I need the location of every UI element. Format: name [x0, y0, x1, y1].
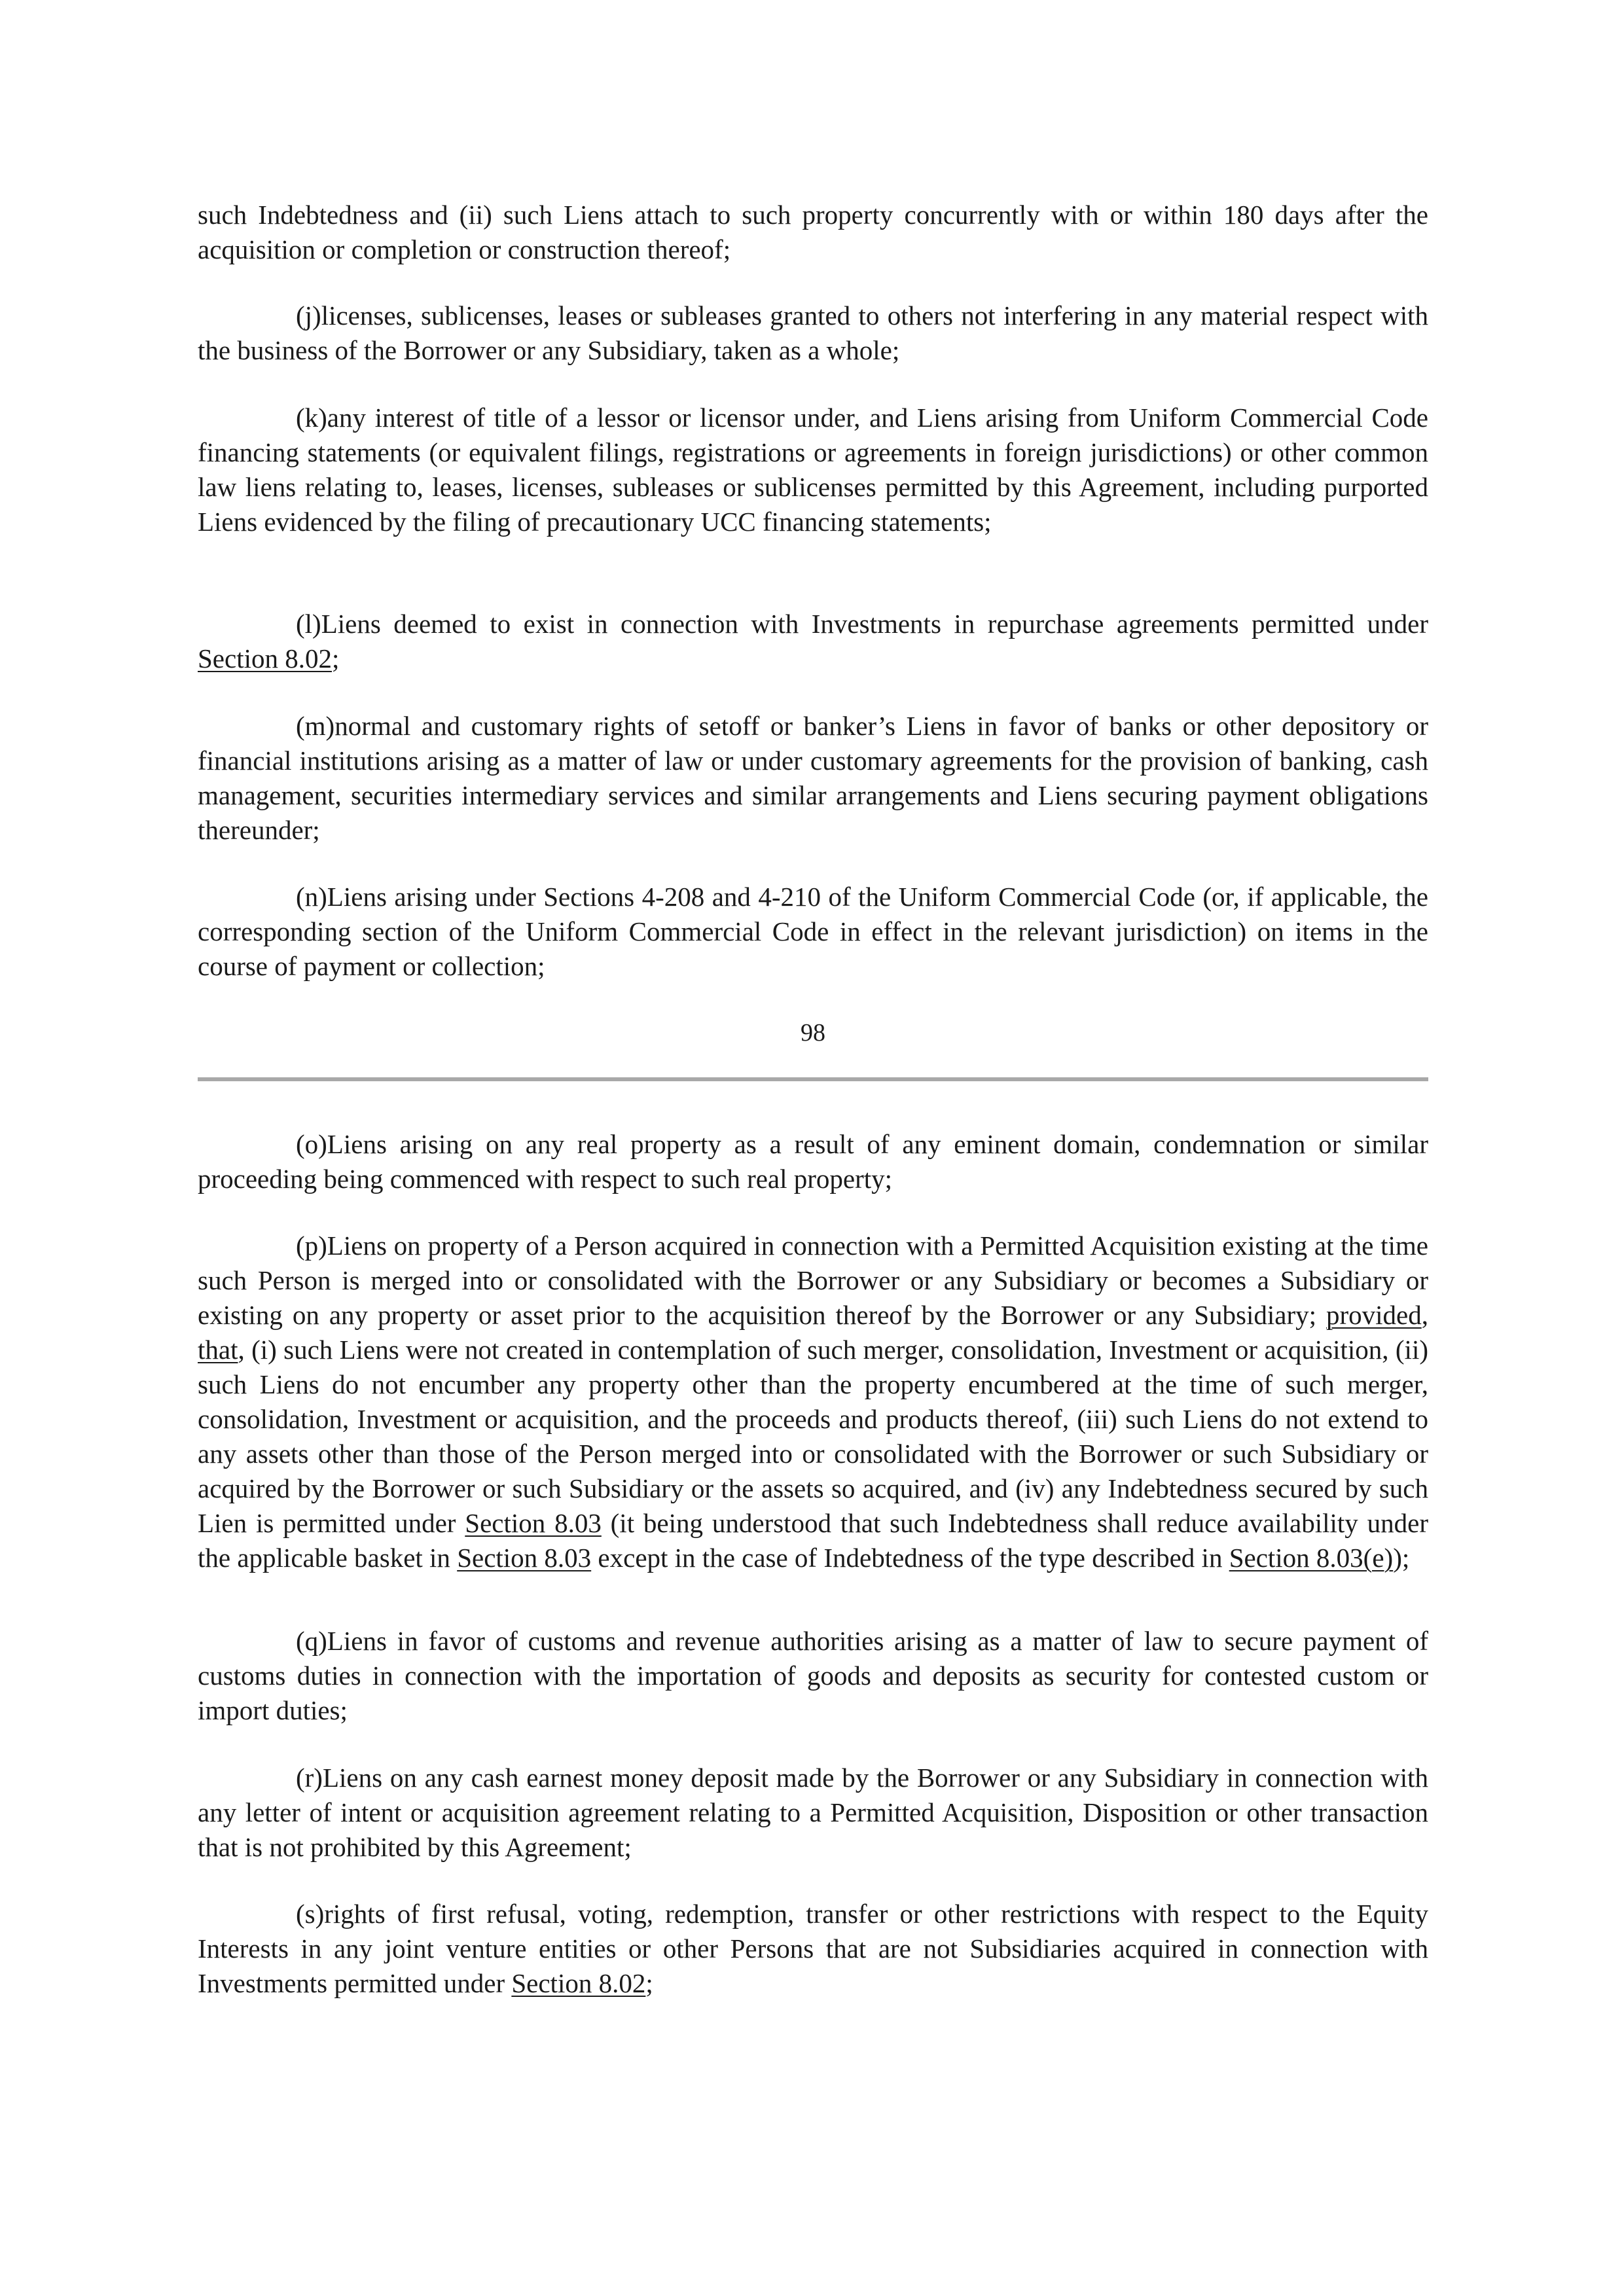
paragraph-text: (m)normal and customary rights of setoff or banker’s Liens in favor of banks or other depository or financial institutions arising as a matter of law or under customary agreements for the provision of banking, cash management, securities intermediary services and similar arrangements and Liens securing payment obligations thereunder; [198, 711, 1428, 845]
paragraph-p-text-2: , [1421, 1300, 1428, 1330]
provided-term: provided [1326, 1300, 1422, 1330]
paragraph-text: (k)any interest of title of a lessor or licensor under, and Liens arising from Uniform Commercial Code financing statements (or equivalent filings, registrations or agreements in foreign jurisdictions) or other common law liens relating to, leases, licenses, subleases or sublicenses permitted by this Agreement, including purported Liens evidenced by the filing of precautionary UCC financing statements; [198, 403, 1428, 537]
paragraph-i-continuation [198, 198, 1428, 267]
paragraph-o [198, 1127, 1428, 1196]
paragraph-s [198, 1897, 1428, 2001]
paragraph-s-text-1: (s)rights of first refusal, voting, redemption, transfer or other restrictions with respect to the Equity Interests in any joint venture entities or other Persons that are not Subsidiaries acquired in connection with Investments permitted under [198, 1899, 1428, 1998]
section-8-02-link[interactable]: Section 8.02 [511, 1968, 646, 1998]
paragraph-p-text-1: (p)Liens on property of a Person acquired in connection with a Permitted Acquisition existing at the time such Person is merged into or consolidated with the Borrower or any Subsidiary or becomes a Subsidiary or existing on any property or asset prior to the acquisition thereof by the Borrower or any Subsidiary; [198, 1230, 1428, 1330]
page-divider [198, 1077, 1428, 1081]
paragraph-text: such Indebtedness and (ii) such Liens attach to such property concurrently with or within 180 days after the acquisition or completion or construction thereof; [198, 200, 1428, 264]
page-number: 98 [801, 1019, 825, 1047]
paragraph-p [198, 1229, 1428, 1575]
that-term: that [198, 1335, 238, 1365]
paragraph-p-text-3: , (i) such Liens were not created in contemplation of such merger, consolidation, Investment or acquisition, (ii) such Liens do not encumber any property other than the property encumbered at the time of such merger, consolidation, Investment or acquisition, and the proceeds and products thereof, (iii) such Liens do not extend to any assets other than those of the Person merged into or consolidated with the Borrower or such Subsidiary or acquired by the Borrower or such Subsidiary or the assets so acquired, and (iv) any Indebtedness secured by such Lien is permitted under [198, 1335, 1428, 1538]
section-8-03-link[interactable]: Section 8.03 [465, 1508, 602, 1538]
paragraph-l-text-2: ; [331, 643, 340, 673]
paragraph-p-text-5: except in the case of Indebtedness of the type described in [591, 1543, 1229, 1573]
paragraph-s-text-2: ; [645, 1968, 653, 1998]
section-8-03-link[interactable]: Section 8.03 [457, 1543, 592, 1573]
section-8-02-link[interactable]: Section 8.02 [198, 643, 332, 673]
paragraph-text: (o)Liens arising on any real property as a result of any eminent domain, condemnation or similar proceeding being commenced with respect to such real property; [198, 1129, 1428, 1194]
paragraph-l [198, 607, 1428, 676]
paragraph-text: (q)Liens in favor of customs and revenue authorities arising as a matter of law to secure payment of customs duties in connection with the importation of goods and deposits as security for contested custom or import duties; [198, 1626, 1428, 1725]
paragraph-n [198, 880, 1428, 984]
paragraph-text: (r)Liens on any cash earnest money deposit made by the Borrower or any Subsidiary in connection with any letter of intent or acquisition agreement relating to a Permitted Acquisition, Disposition or other transaction that is not prohibited by this Agreement; [198, 1763, 1428, 1862]
paragraph-r [198, 1761, 1428, 1865]
paragraph-l-text-1: (l)Liens deemed to exist in connection with Investments in repurchase agreements permitted under [296, 609, 1428, 639]
paragraph-text: (n)Liens arising under Sections 4-208 and 4-210 of the Uniform Commercial Code (or, if applicable, the corresponding section of the Uniform Commercial Code in effect in the relevant jurisdiction) on items in the course of payment or collection; [198, 882, 1428, 981]
section-8-03-e-link[interactable]: Section 8.03(e) [1229, 1543, 1394, 1573]
paragraph-j [198, 298, 1428, 368]
paragraph-text: (j)licenses, sublicenses, leases or subleases granted to others not interfering in any material respect with the business of the Borrower or any Subsidiary, taken as a whole; [198, 300, 1428, 365]
paragraph-text [198, 607, 1428, 676]
paragraph-text [198, 1229, 1428, 1575]
paragraph-text [198, 1897, 1428, 2001]
paragraph-k [198, 401, 1428, 539]
paragraph-p-text-4: (it being understood that such Indebtedness shall reduce availability under the applicable basket in [198, 1508, 1428, 1573]
paragraph-q [198, 1624, 1428, 1728]
paragraph-m [198, 709, 1428, 848]
paragraph-p-text-6: ); [1393, 1543, 1410, 1573]
